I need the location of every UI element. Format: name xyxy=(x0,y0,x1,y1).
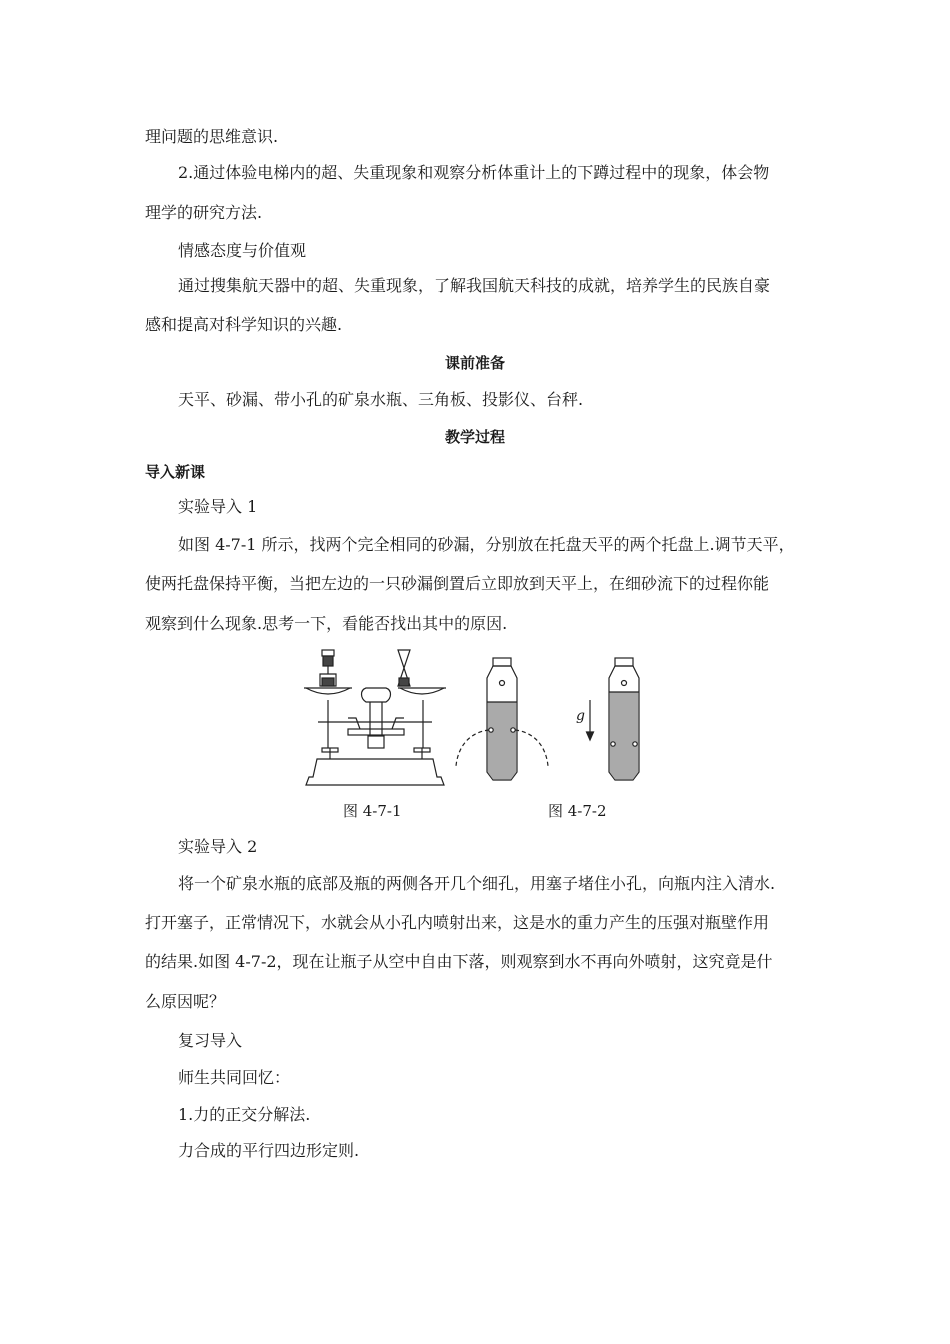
text-line: 理学的研究方法. xyxy=(145,203,263,222)
figure-caption: 图 4-7-2 xyxy=(548,802,607,820)
text-line: 力合成的平行四边形定则. xyxy=(178,1141,360,1160)
balance-figure xyxy=(300,644,450,786)
text-line: 将一个矿泉水瓶的底部及瓶的两侧各开几个细孔，用塞子堵住小孔，向瓶内注入清水. xyxy=(178,874,776,893)
text-line: 理问题的思维意识. xyxy=(145,127,279,146)
text-line: 使两托盘保持平衡，当把左边的一只砂漏倒置后立即放到天平上，在细砂流下的过程你能 xyxy=(145,574,770,593)
gravity-label: g xyxy=(576,708,585,724)
text-line: 1.力的正交分解法. xyxy=(178,1105,311,1124)
section-heading: 课前准备 xyxy=(444,354,505,372)
text-line: 通过搜集航天器中的超、失重现象，了解我国航天科技的成就，培养学生的民族自豪 xyxy=(178,276,771,295)
text-line: 观察到什么现象.思考一下，看能否找出其中的原因. xyxy=(145,614,508,633)
text-line: 2.通过体验电梯内的超、失重现象和观察分析体重计上的下蹲过程中的现象，体会物 xyxy=(178,163,770,182)
subheading: 实验导入 2 xyxy=(178,837,258,856)
subheading: 复习导入 xyxy=(178,1031,243,1050)
bottle-jets-figure xyxy=(452,656,562,784)
text-line: 天平、砂漏、带小孔的矿泉水瓶、三角板、投影仪、台秤. xyxy=(178,390,584,409)
text-line: 的结果.如图 4-7-2，现在让瓶子从空中自由下落，则观察到水不再向外喷射，这究竟是什 xyxy=(145,952,773,971)
text-line: 如图 4-7-1 所示，找两个完全相同的砂漏，分别放在托盘天平的两个托盘上.调节天平， xyxy=(178,535,795,554)
section-heading: 教学过程 xyxy=(444,428,505,446)
figure-caption: 图 4-7-1 xyxy=(343,802,402,820)
subheading: 情感态度与价值观 xyxy=(178,241,307,260)
text-line: 感和提高对科学知识的兴趣. xyxy=(145,315,343,334)
text-line: 么原因呢？ xyxy=(145,992,226,1011)
section-heading: 导入新课 xyxy=(145,463,206,481)
text-line: 打开塞子，正常情况下，水就会从小孔内喷射出来，这是水的重力产生的压强对瓶壁作用 xyxy=(145,913,770,932)
text-line: 师生共同回忆： xyxy=(178,1068,291,1087)
subheading: 实验导入 1 xyxy=(178,497,258,516)
